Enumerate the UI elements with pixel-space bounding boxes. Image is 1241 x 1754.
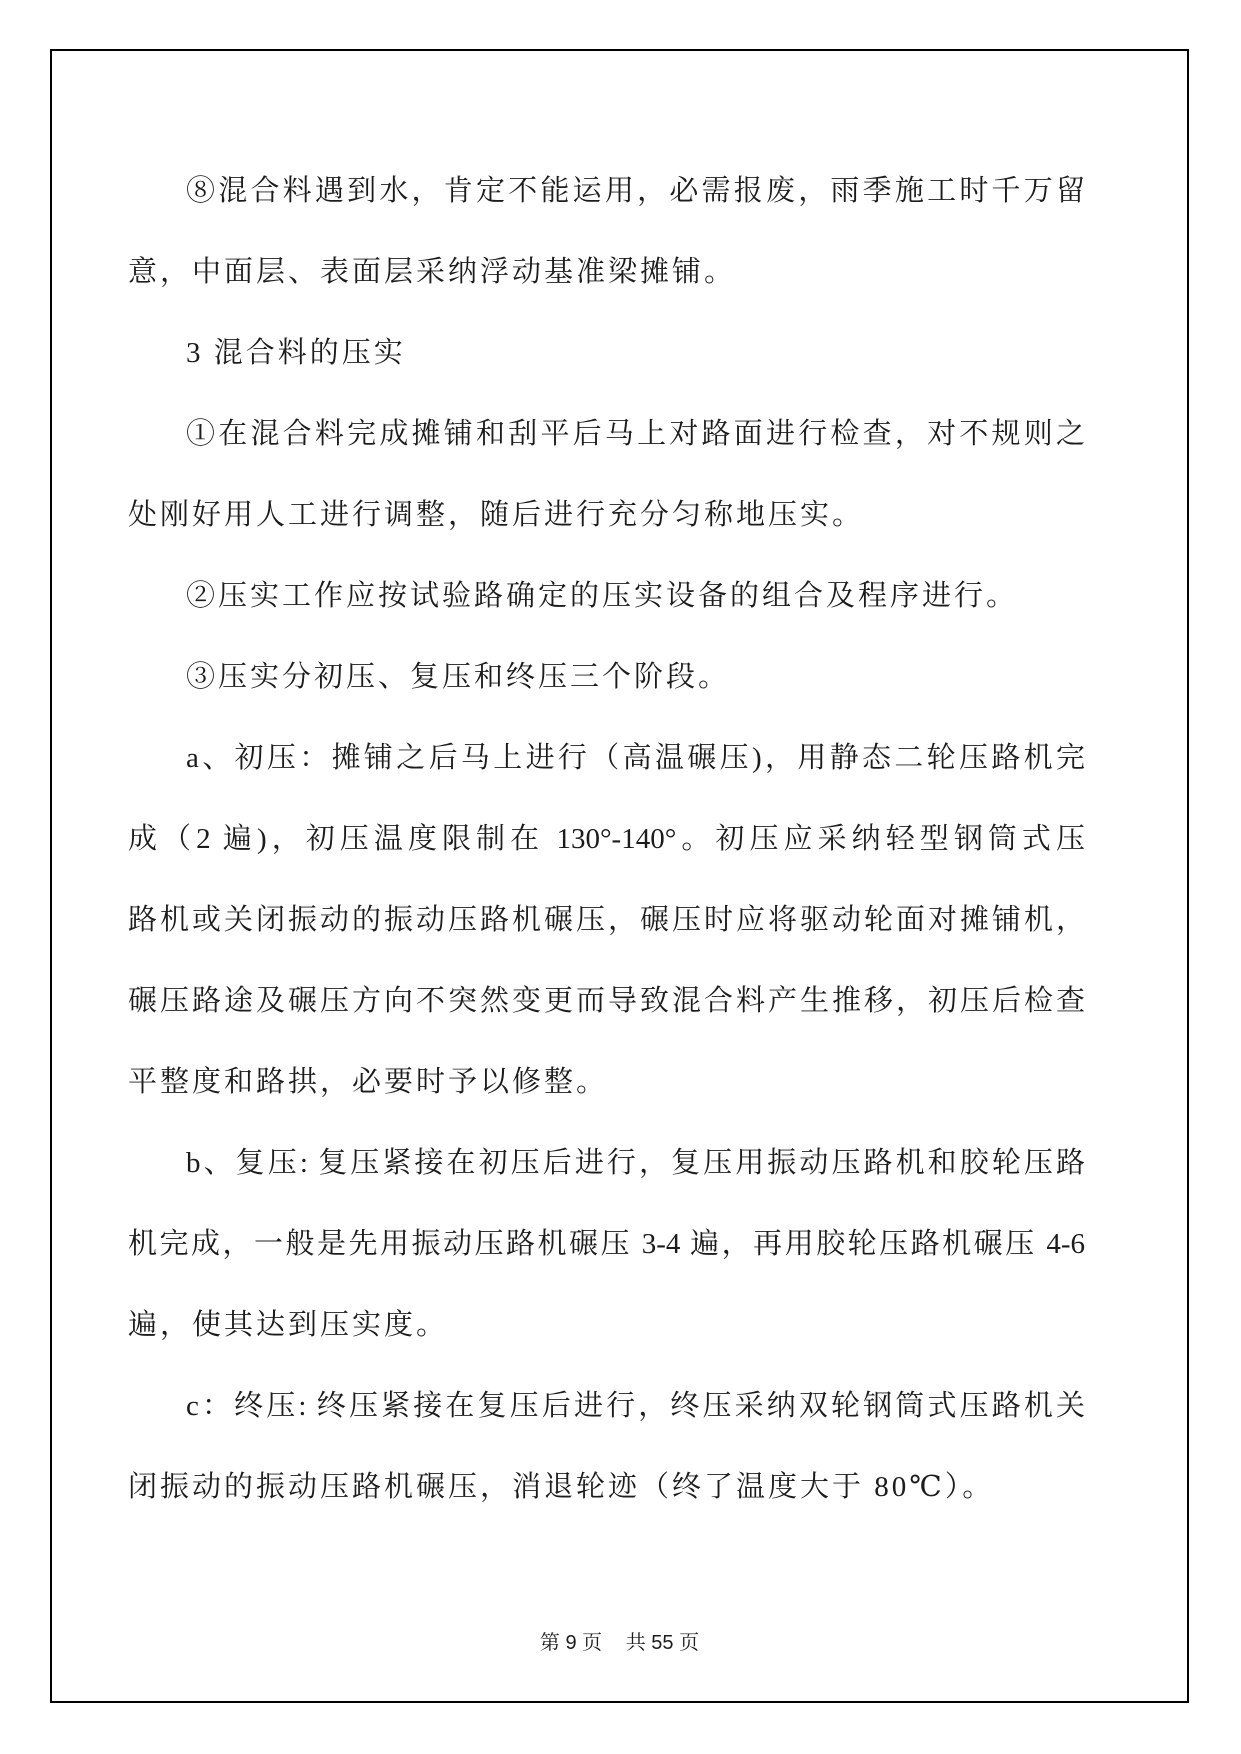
paragraph: [128, 637, 1085, 718]
page-border: [50, 49, 1189, 1703]
page-footer: [52, 1626, 1187, 1655]
text-line: c：终压: 终压紧接在复压后进行，终压采纳双轮钢筒式压路机关: [186, 1390, 1085, 1422]
text-line: 路机或关闭振动的振动压路机碾压，碾压时应将驱动轮面对摊铺机，: [128, 904, 1085, 936]
paragraph: [128, 313, 1085, 394]
text-line: ⑧混合料遇到水，肯定不能运用，必需报废，雨季施工时千万留: [186, 175, 1085, 207]
paragraph: [128, 151, 1085, 313]
text-line: ①在混合料完成摊铺和刮平后马上对路面进行检查，对不规则之: [186, 418, 1085, 450]
paragraph: [128, 1123, 1085, 1366]
text-line: 碾压路途及碾压方向不突然变更而导致混合料产生推移，初压后检查: [128, 985, 1085, 1017]
text-line: 遍，使其达到压实度。: [128, 1309, 449, 1341]
paragraph: [128, 556, 1085, 637]
paragraph: [128, 394, 1085, 556]
text-line: ③压实分初压、复压和终压三个阶段。: [186, 661, 731, 693]
text-line: 机完成，一般是先用振动压路机碾压 3-4 遍，再用胶轮压路机碾压 4-6: [128, 1228, 1085, 1260]
page-number-current: 第 9 页: [539, 1632, 603, 1654]
page-number-total: 共 55 页: [625, 1632, 700, 1654]
text-line: b、复压: 复压紧接在初压后进行，复压用振动压路机和胶轮压路: [186, 1147, 1085, 1179]
text-line: 闭振动的振动压路机碾压，消退轮迹（终了温度大于 80℃）。: [128, 1471, 995, 1503]
document-body: [128, 151, 1085, 1528]
text-line: 3 混合料的压实: [186, 337, 406, 369]
text-line: 处刚好用人工进行调整，随后进行充分匀称地压实。: [128, 499, 865, 531]
paragraph: [128, 718, 1085, 1123]
text-line: ②压实工作应按试验路确定的压实设备的组合及程序进行。: [186, 580, 1019, 612]
text-line: 平整度和路拱，必要时予以修整。: [128, 1066, 609, 1098]
text-line: 意，中面层、表面层采纳浮动基准梁摊铺。: [128, 256, 737, 288]
text-line: 成（2 遍)，初压温度限制在 130°-140°。初压应采纳轻型钢筒式压: [128, 823, 1085, 855]
paragraph: [128, 1366, 1085, 1528]
text-line: a、初压：摊铺之后马上进行（高温碾压)，用静态二轮压路机完: [186, 742, 1085, 774]
